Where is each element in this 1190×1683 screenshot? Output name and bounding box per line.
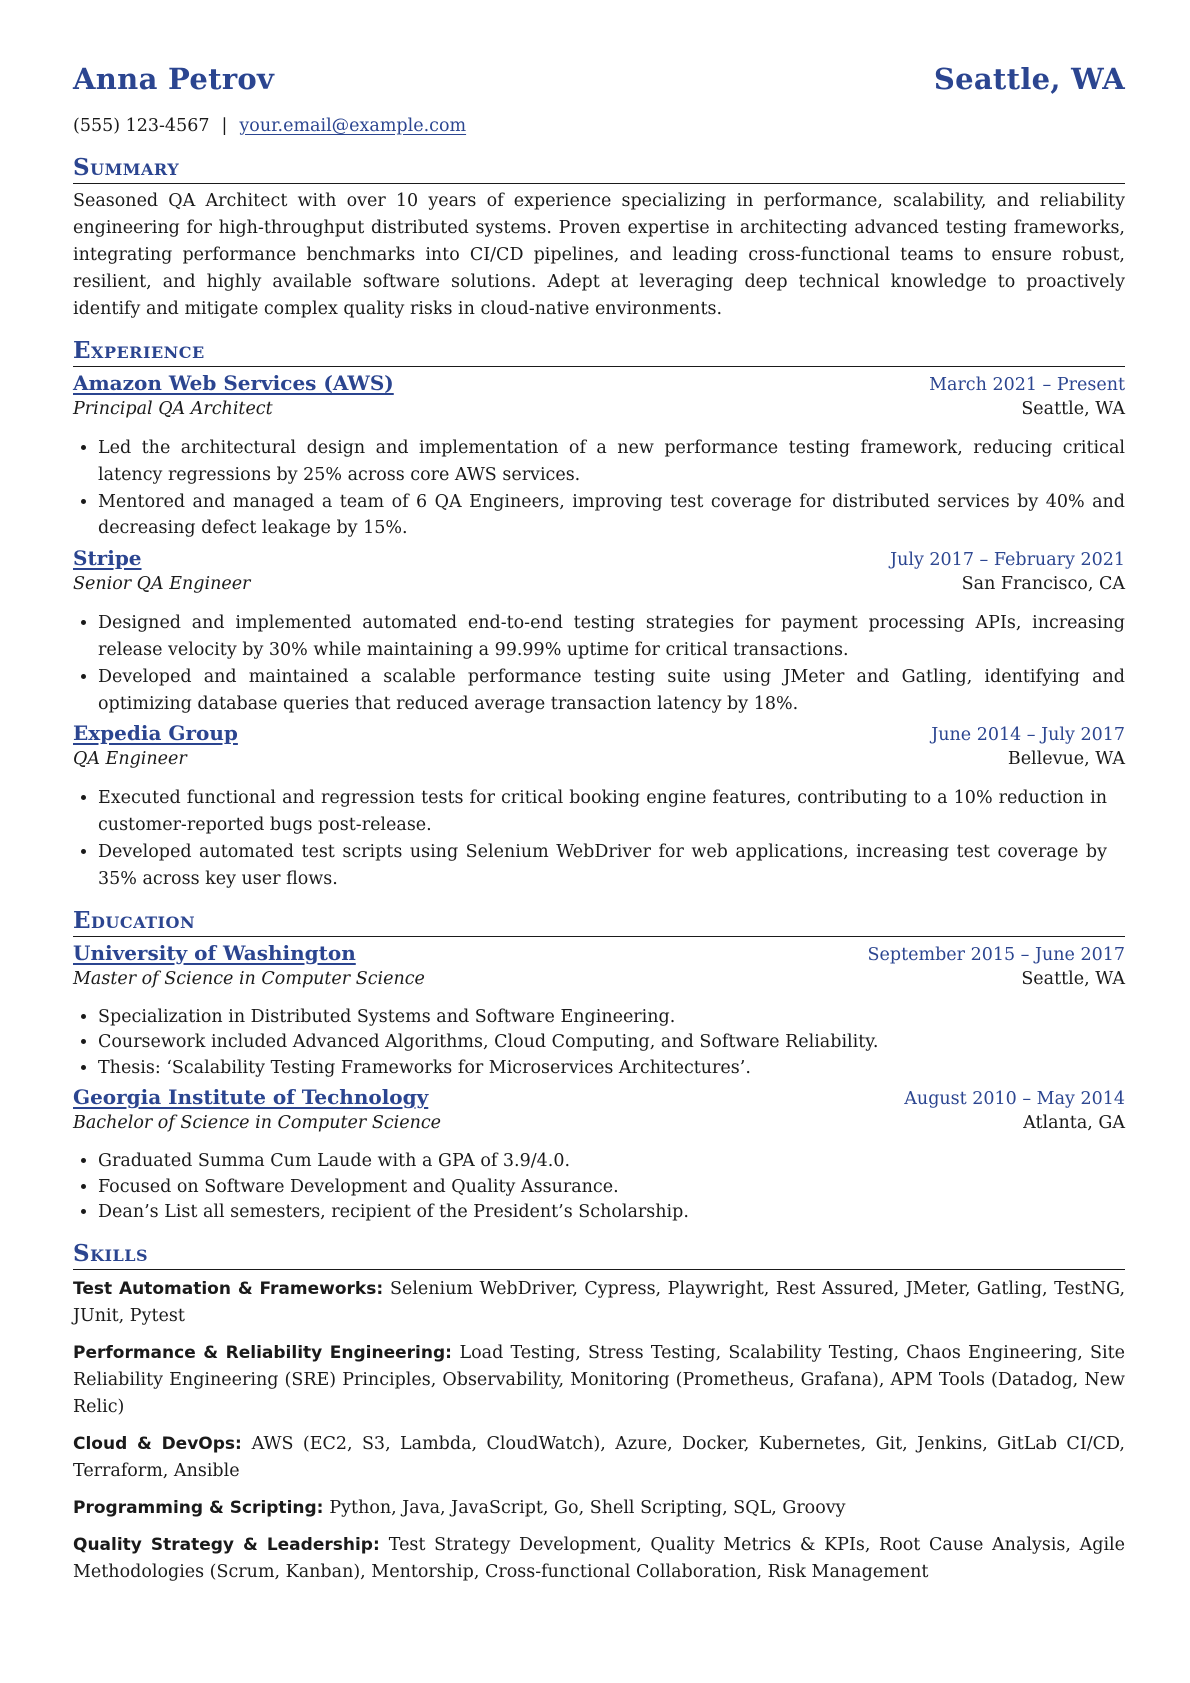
job-title: Senior QA Engineer <box>73 574 251 595</box>
email-link[interactable]: your.email@example.com <box>239 116 467 136</box>
employment-dates: June 2014 – July 2017 <box>931 725 1125 746</box>
achievement-list <box>73 435 1125 542</box>
achievement-item: • Executed functional and regression tests for critical booking engine features, contributing to a 10% reduction in customer-reported bugs post-release. <box>98 785 1107 839</box>
study-dates: August 2010 – May 2014 <box>904 1089 1125 1110</box>
contact-line <box>73 112 1125 140</box>
achievement-item: • Mentored and managed a team of 6 QA Engineers, improving test coverage for distributed services by 40% and decreasing defect leakage by 15%. <box>98 489 1125 543</box>
skill-values: Python, Java, JavaScript, Go, Shell Scripting, SQL, Groovy <box>329 1497 846 1518</box>
education-detail-item: • Graduated Summa Cum Laude with a GPA of 3.9/4.0. <box>98 1149 1125 1175</box>
skill-group <box>73 1532 1125 1586</box>
experience-section <box>73 337 1125 893</box>
education-section <box>73 907 1125 1226</box>
school-name-link[interactable]: University of Washington <box>73 940 356 965</box>
experience-entry <box>73 721 1125 892</box>
achievement-list <box>73 785 1125 892</box>
company-name-link[interactable]: Amazon Web Services (AWS) <box>73 371 394 395</box>
job-location: San Francisco, CA <box>961 574 1125 595</box>
school-location: Atlanta, GA <box>1023 1113 1125 1134</box>
skill-category: Test Automation & Frameworks: <box>73 1278 390 1299</box>
education-detail-item: • Focused on Software Development and Quality Assurance. <box>98 1175 1125 1201</box>
experience-heading: Experience <box>73 337 1125 367</box>
degree-title: Master of Science in Computer Science <box>73 968 425 989</box>
job-location: Bellevue, WA <box>1007 749 1125 770</box>
degree-title: Bachelor of Science in Computer Science <box>73 1113 442 1134</box>
summary-section <box>73 154 1125 323</box>
job-location: Seattle, WA <box>1021 399 1125 419</box>
skill-group <box>73 1340 1125 1421</box>
skill-values: Load Testing, Stress Testing, Scalability Testing, Chaos Engineering, Site Reliability Engineering (SRE) Principles, Observability, Monitoring (Prometheus, Grafana), APM Tools (Datadog, New Relic) <box>73 1342 1125 1417</box>
skill-category: Programming & Scripting: <box>73 1497 330 1518</box>
education-entry <box>73 1085 1125 1226</box>
achievement-item: • Developed automated test scripts using Selenium WebDriver for web applications, increasing test coverage by 35% across key user flows. <box>98 839 1107 893</box>
education-heading: Education <box>73 907 1125 937</box>
education-detail-item: • Dean’s List all semesters, recipient of the President’s Scholarship. <box>98 1200 1125 1226</box>
education-detail-list <box>73 1149 1125 1226</box>
company-name-link[interactable]: Expedia Group <box>73 721 238 746</box>
education-entry <box>73 941 1125 1082</box>
candidate-name: Anna Petrov <box>73 62 275 96</box>
achievement-item: • Led the architectural design and implementation of a new performance testing framework, reducing critical latency regressions by 25% across core AWS services. <box>98 435 1125 489</box>
skill-category: Performance & Reliability Engineering: <box>73 1342 460 1363</box>
school-location: Seattle, WA <box>1021 968 1125 989</box>
study-dates: September 2015 – June 2017 <box>867 944 1125 965</box>
skills-list <box>73 1276 1125 1586</box>
candidate-location: Seattle, WA <box>933 62 1125 96</box>
resume-page <box>73 62 1125 1596</box>
education-detail-item: • Thesis: ‘Scalability Testing Frameworks for Microservices Architectures’. <box>98 1056 1125 1082</box>
education-detail-list <box>73 1005 1125 1082</box>
job-title: Principal QA Architect <box>73 399 273 419</box>
experience-entry <box>73 546 1125 717</box>
summary-text: Seasoned QA Architect with over 10 years of experience specializing in performance, scalability, and reliability engineering for high-throughput distributed systems. Proven expertise in architecting advanced testing frameworks, integrating performance benchmarks into CI/CD pipelines, and leading cross-functional teams to ensure robust, resilient, and highly available software solutions. Adept at leveraging deep technical knowledge to proactively identify and mitigate complex quality risks in cloud-native environments. <box>73 191 1125 319</box>
skill-group <box>73 1495 1125 1522</box>
achievement-list <box>73 610 1125 717</box>
achievement-item: • Designed and implemented automated end-to-end testing strategies for payment processing APIs, increasing release velocity by 30% while maintaining a 99.99% uptime for critical transactions. <box>98 610 1125 664</box>
skill-values: Selenium WebDriver, Cypress, Playwright, Rest Assured, JMeter, Gatling, TestNG, JUnit, Pytest <box>73 1278 1126 1326</box>
employment-dates: July 2017 – February 2021 <box>890 550 1125 571</box>
company-name-link[interactable]: Stripe <box>73 546 142 571</box>
skill-category: Cloud & DevOps: <box>73 1433 252 1454</box>
education-detail-item: • Coursework included Advanced Algorithms, Cloud Computing, and Software Reliability. <box>98 1030 1125 1056</box>
skill-values: AWS (EC2, S3, Lambda, CloudWatch), Azure, Docker, Kubernetes, Git, Jenkins, GitLab CI/CD, Terraform, Ansible <box>73 1433 1125 1481</box>
skill-category: Quality Strategy & Leadership: <box>73 1534 389 1555</box>
skill-values: Test Strategy Development, Quality Metrics & KPIs, Root Cause Analysis, Agile Methodologies (Scrum, Kanban), Mentorship, Cross-functional Collaboration, Risk Management <box>73 1534 1126 1582</box>
summary-heading: Summary <box>73 154 1125 184</box>
skills-section <box>73 1240 1125 1586</box>
job-title: QA Engineer <box>73 749 187 770</box>
education-detail-item: • Specialization in Distributed Systems and Software Engineering. <box>98 1005 1125 1031</box>
employment-dates: March 2021 – Present <box>929 375 1125 395</box>
experience-entry <box>73 371 1125 542</box>
skill-group <box>73 1276 1125 1330</box>
phone-number: (555) 123-4567 <box>73 116 210 136</box>
contact-separator: | <box>221 116 228 136</box>
skills-heading: Skills <box>73 1240 1125 1270</box>
resume-header <box>73 62 1125 104</box>
achievement-item: • Developed and maintained a scalable performance testing suite using JMeter and Gatling, identifying and optimizing database queries that reduced average transaction latency by 18%. <box>98 664 1125 718</box>
school-name-link[interactable]: Georgia Institute of Technology <box>73 1085 429 1110</box>
skill-group <box>73 1431 1125 1485</box>
